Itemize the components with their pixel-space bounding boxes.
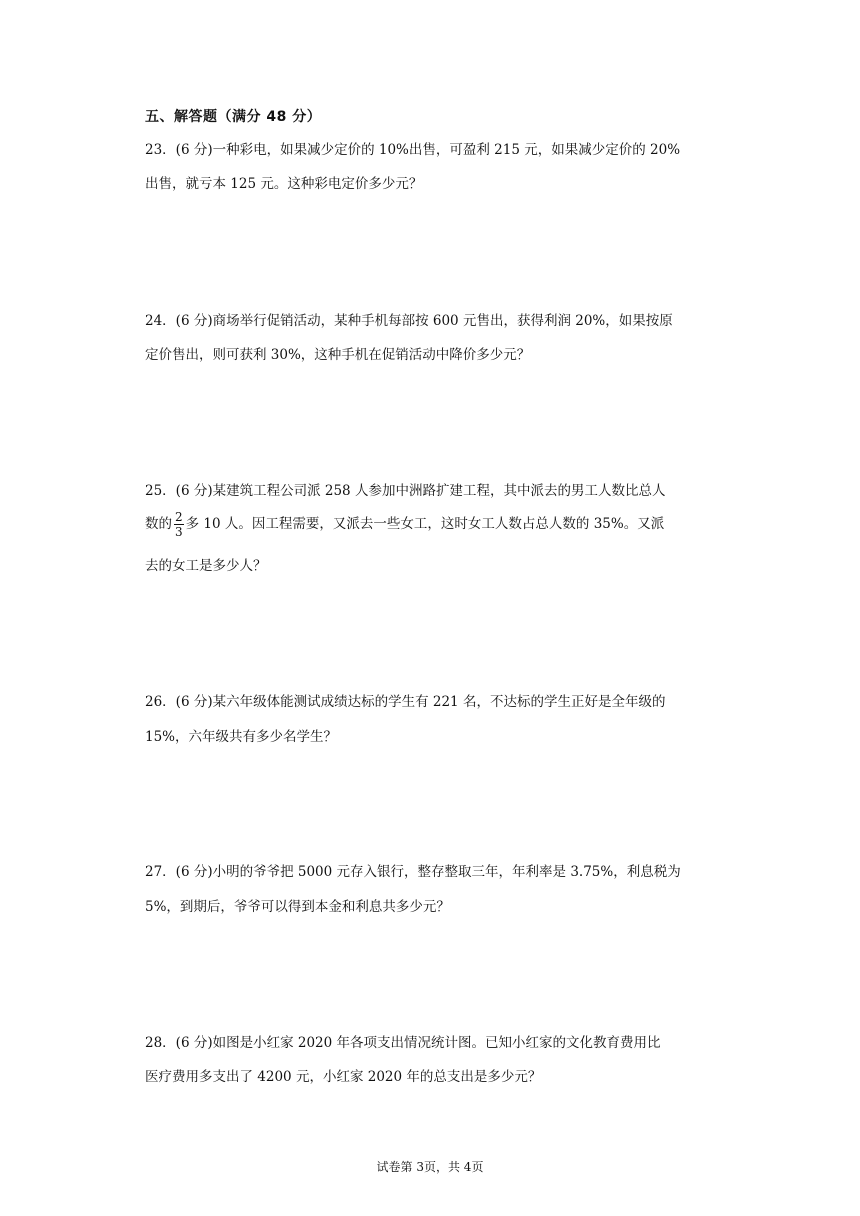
question-26-line-1: 26．(6 分)某六年级体能测试成绩达标的学生有 221 名，不达标的学生正好是全年级的 — [145, 694, 666, 710]
question-25-line-3: 去的女工是多少人？ — [145, 558, 267, 574]
question-25-line-2 — [145, 510, 664, 539]
fraction-denominator: 3 — [175, 525, 183, 539]
question-24-line-2: 定价售出，则可获利 30%，这种手机在促销活动中降价多少元？ — [145, 347, 531, 363]
question-28-line-1: 28．(6 分)如图是小红家 2020 年各项支出情况统计图。已知小红家的文化教育费用比 — [145, 1035, 661, 1051]
question-28-line-2: 医疗费用多支出了 4200 元，小红家 2020 年的总支出是多少元？ — [145, 1069, 542, 1085]
section-heading: 五、解答题（满分 48 分） — [145, 109, 322, 125]
question-24-line-1: 24．(6 分)商场举行促销活动，某种手机每部按 600 元售出，获得利润 20%，如果按原 — [145, 313, 673, 329]
question-23-line-2: 出售，就亏本 125 元。这种彩电定价多少元？ — [145, 176, 423, 192]
fraction-numerator: 2 — [175, 510, 183, 524]
question-25-line-2-prefix: 数的 — [145, 516, 172, 532]
question-26-line-2: 15%，六年级共有多少名学生？ — [145, 729, 338, 745]
question-25-line-1: 25．(6 分)某建筑工程公司派 258 人参加中洲路扩建工程，其中派去的男工人数比总人 — [145, 483, 666, 499]
question-27-line-2: 5%，到期后，爷爷可以得到本金和利息共多少元？ — [145, 899, 450, 915]
question-25-line-2-suffix: 多 10 人。因工程需要，又派去一些女工，这时女工人数占总人数的 35%。又派 — [185, 516, 665, 532]
page-footer: 试卷第 3页，共 4页 — [376, 1160, 484, 1174]
question-23-line-1: 23．(6 分)一种彩电，如果减少定价的 10%出售，可盈利 215 元，如果减少定价的 20% — [145, 142, 681, 158]
question-27-line-1: 27．(6 分)小明的爷爷把 5000 元存入银行，整存整取三年，年利率是 3.75%，利息税为 — [145, 864, 681, 880]
fraction-two-thirds — [174, 510, 184, 539]
